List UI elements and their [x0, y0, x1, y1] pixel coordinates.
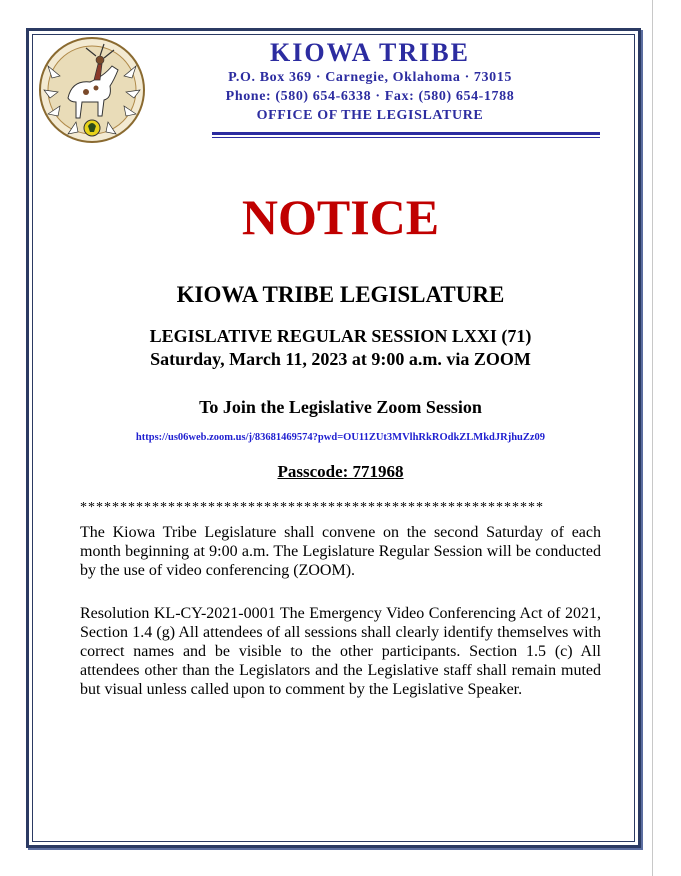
- session-date: Saturday, March 11, 2023 at 9:00 a.m. via ZOOM: [150, 349, 531, 369]
- letterhead-name: KIOWA TRIBE: [270, 38, 470, 67]
- letterhead-rule: [212, 132, 600, 135]
- zoom-link[interactable]: https://us06web.zoom.us/j/83681469574?pwd=OU11ZUt3MVlhRkROdkZLMkdJRjhuZz09: [135, 432, 546, 443]
- resolution-paragraph: Resolution KL-CY-2021-0001 The Emergency Video Conferencing Act of 2021, Section 1.4 (g) All attendees of all sessions shall clearly identify themselves with correct names and be visible to the other participants. Section 1.5 (c) All attendees other than the Legislators and the Legislative staff shall remain muted but visual unless called upon to comment by the Legislative Speaker.: [80, 605, 601, 698]
- letterhead-office: OFFICE OF THE LEGISLATURE: [256, 108, 484, 123]
- letterhead-phone: Phone: (580) 654-6338 · Fax: (580) 654-1788: [225, 89, 515, 104]
- letterhead-address: P.O. Box 369 · Carnegie, Oklahoma · 73015: [228, 70, 512, 85]
- letterhead: [150, 38, 590, 125]
- session-paragraph: The Kiowa Tribe Legislature shall convene on the second Saturday of each month beginning at 9:00 a.m. The Legislature Regular Session will be conducted by the use of video conferencing (ZOOM).: [80, 524, 601, 579]
- letterhead-rule-thin: [212, 137, 600, 138]
- notice-title: NOTICE: [241, 189, 440, 245]
- passcode: Passcode: 771968: [277, 462, 404, 481]
- separator-line: **********************************************************: [80, 500, 544, 515]
- zoom-join-heading: To Join the Legislative Zoom Session: [199, 397, 482, 417]
- kiowa-tribe-seal: [38, 36, 146, 144]
- session-heading: LEGISLATIVE REGULAR SESSION LXXI (71): [149, 326, 532, 346]
- legislature-heading: KIOWA TRIBE LEGISLATURE: [176, 282, 505, 307]
